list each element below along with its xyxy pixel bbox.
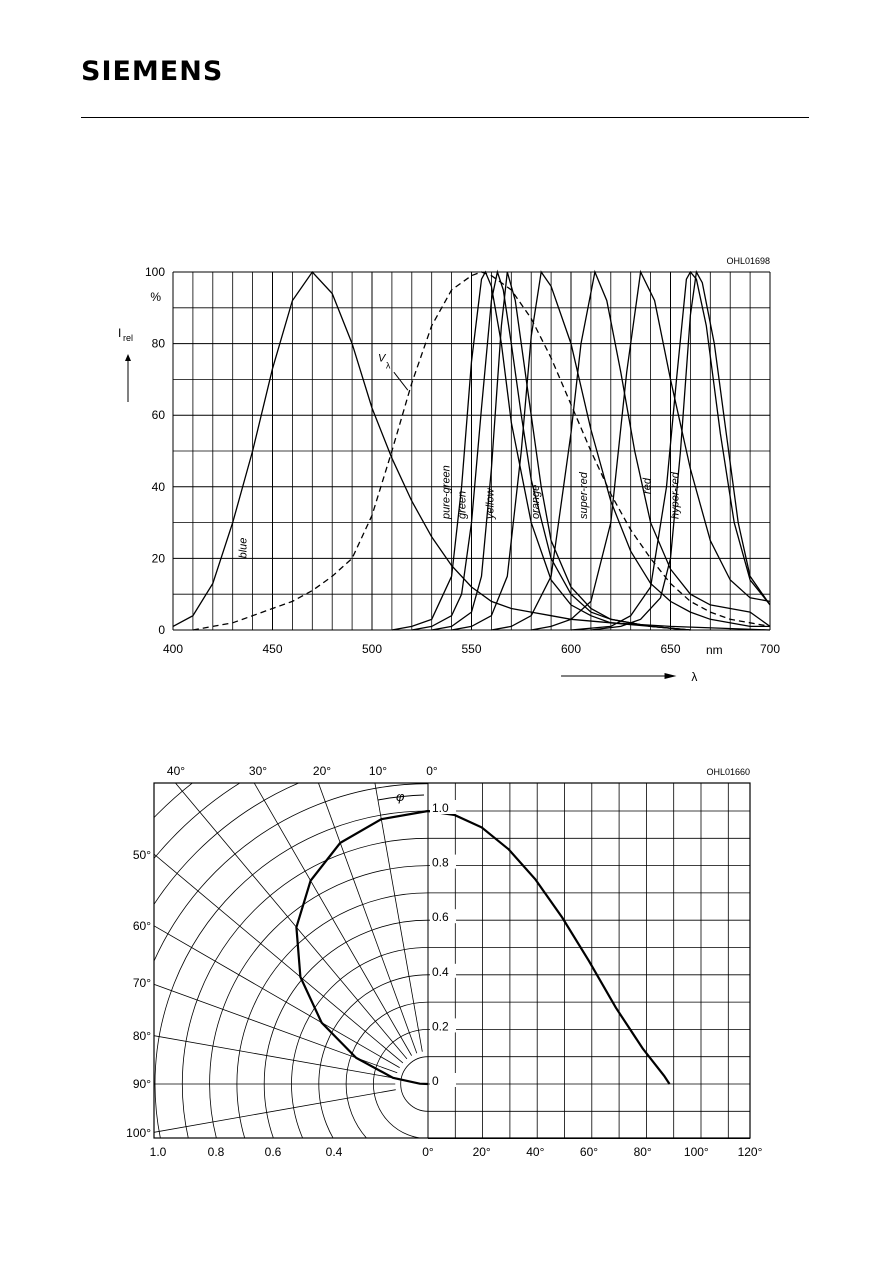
series-label-v-leader: [394, 372, 408, 390]
bottom-label-angle: 120°: [737, 1145, 763, 1159]
y-tick-label: 60: [151, 408, 165, 423]
series-label-v-sub: λ: [385, 360, 391, 371]
angle-label-left: 50°: [132, 848, 151, 862]
series-label-orange: orange: [530, 484, 543, 520]
polar-spoke: [0, 1090, 396, 1179]
y-tick-label: 0: [158, 623, 165, 637]
angle-label-top: 30°: [248, 764, 268, 778]
x-axis-arrowhead: [665, 673, 677, 679]
series-label-red: red: [641, 478, 654, 494]
y-axis-label: I: [118, 326, 122, 340]
bottom-label-radial: 0.6: [264, 1145, 282, 1159]
phi-label: φ: [396, 789, 405, 804]
polar-spoke: [77, 666, 407, 1059]
y-axis-arrowhead: [125, 354, 131, 361]
radial-label: 0: [432, 1074, 439, 1088]
radial-label: 0.6: [432, 910, 449, 925]
bottom-label-radial: 0.4: [325, 1145, 343, 1159]
polar-spoke: [333, 546, 422, 1051]
angle-label-left: 90°: [132, 1077, 151, 1091]
y-tick-label: 80: [151, 336, 165, 351]
bottom-label-radial: 0.8: [207, 1145, 225, 1159]
polar-spoke: [0, 897, 397, 1073]
bottom-label-radial: 1.0: [149, 1145, 167, 1159]
x-tick-label: 650: [660, 642, 681, 656]
bottom-label-angle: 20°: [472, 1145, 491, 1159]
y-tick-label: 100: [144, 265, 165, 279]
bottom-label-angle: 0°: [422, 1145, 434, 1159]
figure-code: OHL01660: [706, 767, 750, 777]
angle-label-left: 70°: [132, 976, 151, 990]
angle-label-left: 80°: [132, 1029, 151, 1043]
angle-label-top: 10°: [368, 764, 388, 778]
bottom-label-angle: 80°: [633, 1145, 652, 1159]
spectral-chart: [118, 256, 780, 684]
angle-label-top: 0°: [426, 764, 438, 778]
radial-label: 0.2: [432, 1019, 449, 1034]
polar-spoke: [0, 989, 396, 1078]
bottom-label-angle: 100°: [683, 1145, 709, 1159]
x-tick-label: 700: [759, 642, 781, 656]
x-tick-label: 600: [560, 642, 582, 656]
radial-label: 0.4: [432, 964, 449, 979]
angle-label-top: 20°: [312, 764, 332, 778]
series-label-v: V: [377, 352, 386, 365]
bottom-label-angle: 60°: [579, 1145, 599, 1159]
series-label-super-red: super-red: [577, 472, 590, 520]
series-label-pure-green: pure-green: [440, 465, 453, 520]
figure-code: OHL01698: [726, 256, 770, 266]
polar-spoke: [155, 611, 412, 1055]
x-tick-label: 550: [461, 642, 482, 656]
series-label-green: green: [456, 490, 469, 520]
x-tick-label: 450: [262, 642, 283, 656]
y-tick-label: 20: [151, 551, 165, 566]
x-tick-label: 500: [361, 642, 383, 656]
series-label-hyper-red: hyper-red: [669, 472, 682, 520]
angle-label-left: 100°: [126, 1126, 151, 1140]
y-axis-label-sub: rel: [123, 333, 134, 343]
radial-label: 0.8: [432, 855, 449, 870]
radial-label: 1.0: [432, 801, 449, 815]
series-label-yellow: yellow: [484, 488, 497, 520]
y-tick-label: 40: [151, 479, 165, 494]
x-axis-label: λ: [691, 670, 698, 684]
siemens-logo: SIEMENS: [81, 56, 224, 87]
series-label-blue: blue: [237, 537, 250, 559]
y-unit-label: %: [150, 290, 161, 305]
x-unit-label: nm: [705, 643, 723, 657]
bottom-label-angle: 40°: [526, 1145, 545, 1159]
angle-label-left: 60°: [132, 919, 151, 933]
x-tick-label: 400: [162, 642, 184, 656]
angle-label-top: 40°: [166, 764, 186, 778]
